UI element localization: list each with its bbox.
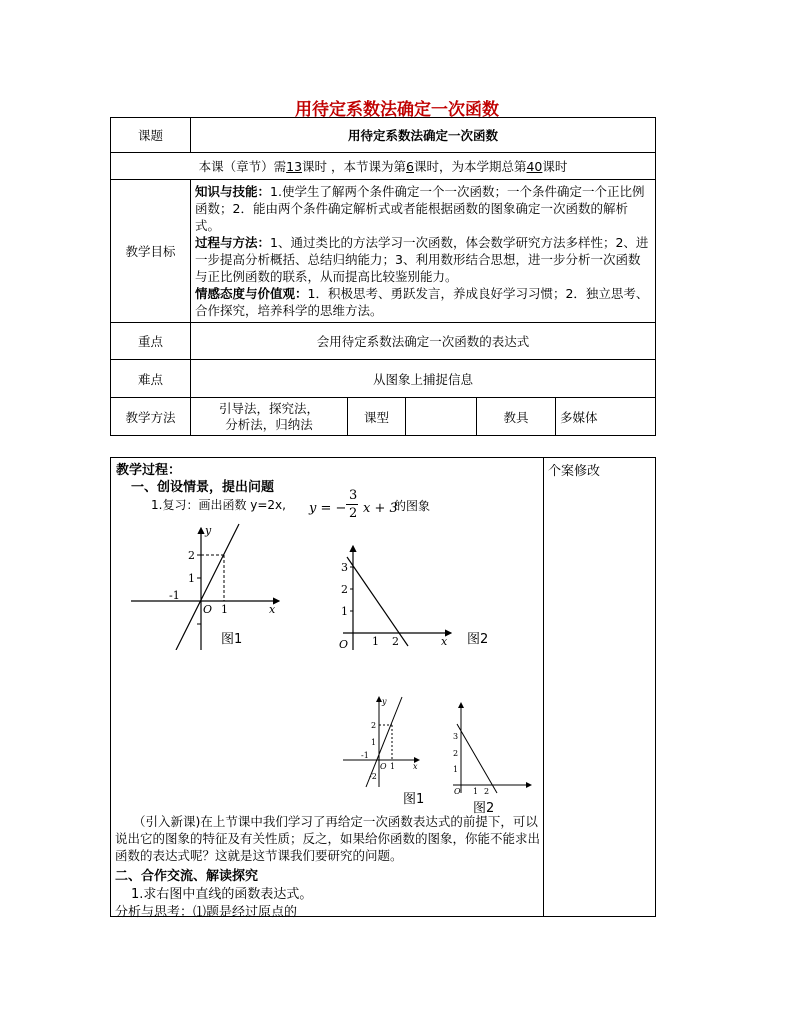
tick-label: 3 <box>341 561 348 574</box>
tick-label: 1 <box>221 603 228 616</box>
objectives-content <box>191 180 656 323</box>
tick-label: -1 <box>361 751 369 760</box>
tick-label: 2 <box>484 787 490 796</box>
key-value: 会用待定系数法确定一次函数的表达式 <box>191 323 656 360</box>
intro-paragraph: （引入新课)在上节课中我们学习了再给定一次函数表达式的前提下，可以说出它的图象的特征及有关性质；反之，如果给你函数的图象，你能不能求出函数的表达式呢？这就是这节课我们要研究的问题。 <box>115 814 541 863</box>
y-label: y <box>382 697 387 706</box>
process-content <box>111 458 544 920</box>
tick-label: 2 <box>453 749 459 758</box>
hours-total: 13 <box>286 159 303 174</box>
figure-2-small-graph <box>451 701 533 796</box>
process-label: 过程与方法： <box>195 235 271 250</box>
topic-value: 用待定系数法确定一次函数 <box>191 118 656 153</box>
hours-current: 6 <box>406 159 414 174</box>
figure-1-small-graph <box>339 694 424 789</box>
emotion-label: 情感态度与价值观： <box>195 286 308 301</box>
tick-label: 2 <box>341 583 348 596</box>
y-label: y <box>205 524 212 537</box>
hours-text: 本课（章节）需 <box>198 159 287 174</box>
process-text: 1、通过类比的方法学习一次函数，体会数学研究方法多样性；2、进一步提高分析概括、总结归纳能力；3、利用数形结合思想，进一步分析一次函数与正比例函数的联系，从而提高比较鉴别能力。 <box>195 235 649 284</box>
difficulty-label: 难点 <box>111 360 191 398</box>
origin-label: O <box>339 638 349 651</box>
formula-numerator: 3 <box>349 488 358 503</box>
process-heading: 教学过程： <box>116 463 182 478</box>
page-title: 用待定系数法确定一次函数 <box>295 100 499 120</box>
origin-label: O <box>203 603 213 616</box>
tick-label: 2 <box>188 549 195 562</box>
method-value <box>191 398 348 436</box>
question-1: 1.求右图中直线的函数表达式。 <box>131 887 313 902</box>
tick-label: 3 <box>453 732 459 741</box>
figure-1-caption: 图1 <box>221 632 243 647</box>
teaching-process-table <box>110 457 656 920</box>
hours-semester: 40 <box>526 159 543 174</box>
review-text: 1.复习：画出函数 y=2x, <box>151 498 286 512</box>
notes-label: 个案修改 <box>548 464 601 479</box>
formula-denominator: 2 <box>349 506 358 521</box>
tick-label: -2 <box>369 772 377 781</box>
difficulty-value: 从图象上捕捉信息 <box>191 360 656 398</box>
emotion-text: 1．积极思考、勇跃发言，养成良好学习习惯；2．独立思考、合作探究，培养科学的思维方法。 <box>195 286 649 318</box>
notes-column <box>544 458 656 917</box>
section1-title: 一、创设情景，提出问题 <box>131 480 275 495</box>
tick-label: 2 <box>371 721 377 730</box>
formula-lhs: y = − <box>309 501 347 516</box>
section2-title: 二、合作交流、解读探究 <box>115 869 259 884</box>
method-line: 分析法，归纳法 <box>225 416 313 432</box>
x-label: x <box>269 603 276 616</box>
tick-label: 2 <box>392 635 399 648</box>
origin-label: O <box>454 787 461 796</box>
objectives-label: 教学目标 <box>111 180 191 323</box>
method-line: 引导法，探究法， <box>218 400 319 416</box>
tick-label: 1 <box>372 635 379 648</box>
tick-label: 1 <box>390 762 396 771</box>
formula-rhs: x + 3 <box>363 501 398 516</box>
knowledge-text: 1.使学生了解两个条件确定一个一次函数；一个条件确定一个正比例函数；2．能由两个条件确定解析式或者能根据函数的图象确定一次函数的解析式。 <box>195 184 645 233</box>
tools-value: 多媒体 <box>556 398 656 436</box>
figure-2-graph <box>333 542 458 652</box>
figure-1-graph <box>129 520 289 650</box>
hours-text: 课时 <box>542 159 568 174</box>
hours-text: 课时，为本学期总第 <box>413 159 527 174</box>
x-label: x <box>441 635 448 648</box>
review-tail: 的图象 <box>394 499 431 513</box>
origin-label: O <box>380 762 387 771</box>
lesson-info-table <box>110 117 656 436</box>
tick-label: -1 <box>169 589 180 602</box>
knowledge-label: 知识与技能： <box>195 184 271 199</box>
figure-2-caption: 图2 <box>467 632 489 647</box>
tools-label: 教具 <box>477 398 556 436</box>
tick-label: 1 <box>473 787 479 796</box>
type-value <box>406 398 477 436</box>
tick-label: 1 <box>453 765 459 774</box>
type-label: 课型 <box>348 398 406 436</box>
x-label: x <box>413 762 418 771</box>
analysis-text: 分析与思考：⑴题是经过原点的 <box>115 905 298 920</box>
hours-row <box>111 153 656 180</box>
hours-text: 课时 ，本节课为第 <box>302 159 407 174</box>
tick-label: 1 <box>188 572 195 585</box>
key-label: 重点 <box>111 323 191 360</box>
topic-label: 课题 <box>111 118 191 153</box>
figure-1-small-caption: 图1 <box>403 792 425 807</box>
tick-label: 1 <box>371 738 377 747</box>
tick-label: 1 <box>341 605 348 618</box>
method-label: 教学方法 <box>111 398 191 436</box>
figure-2-small-caption: 图2 <box>473 801 495 816</box>
